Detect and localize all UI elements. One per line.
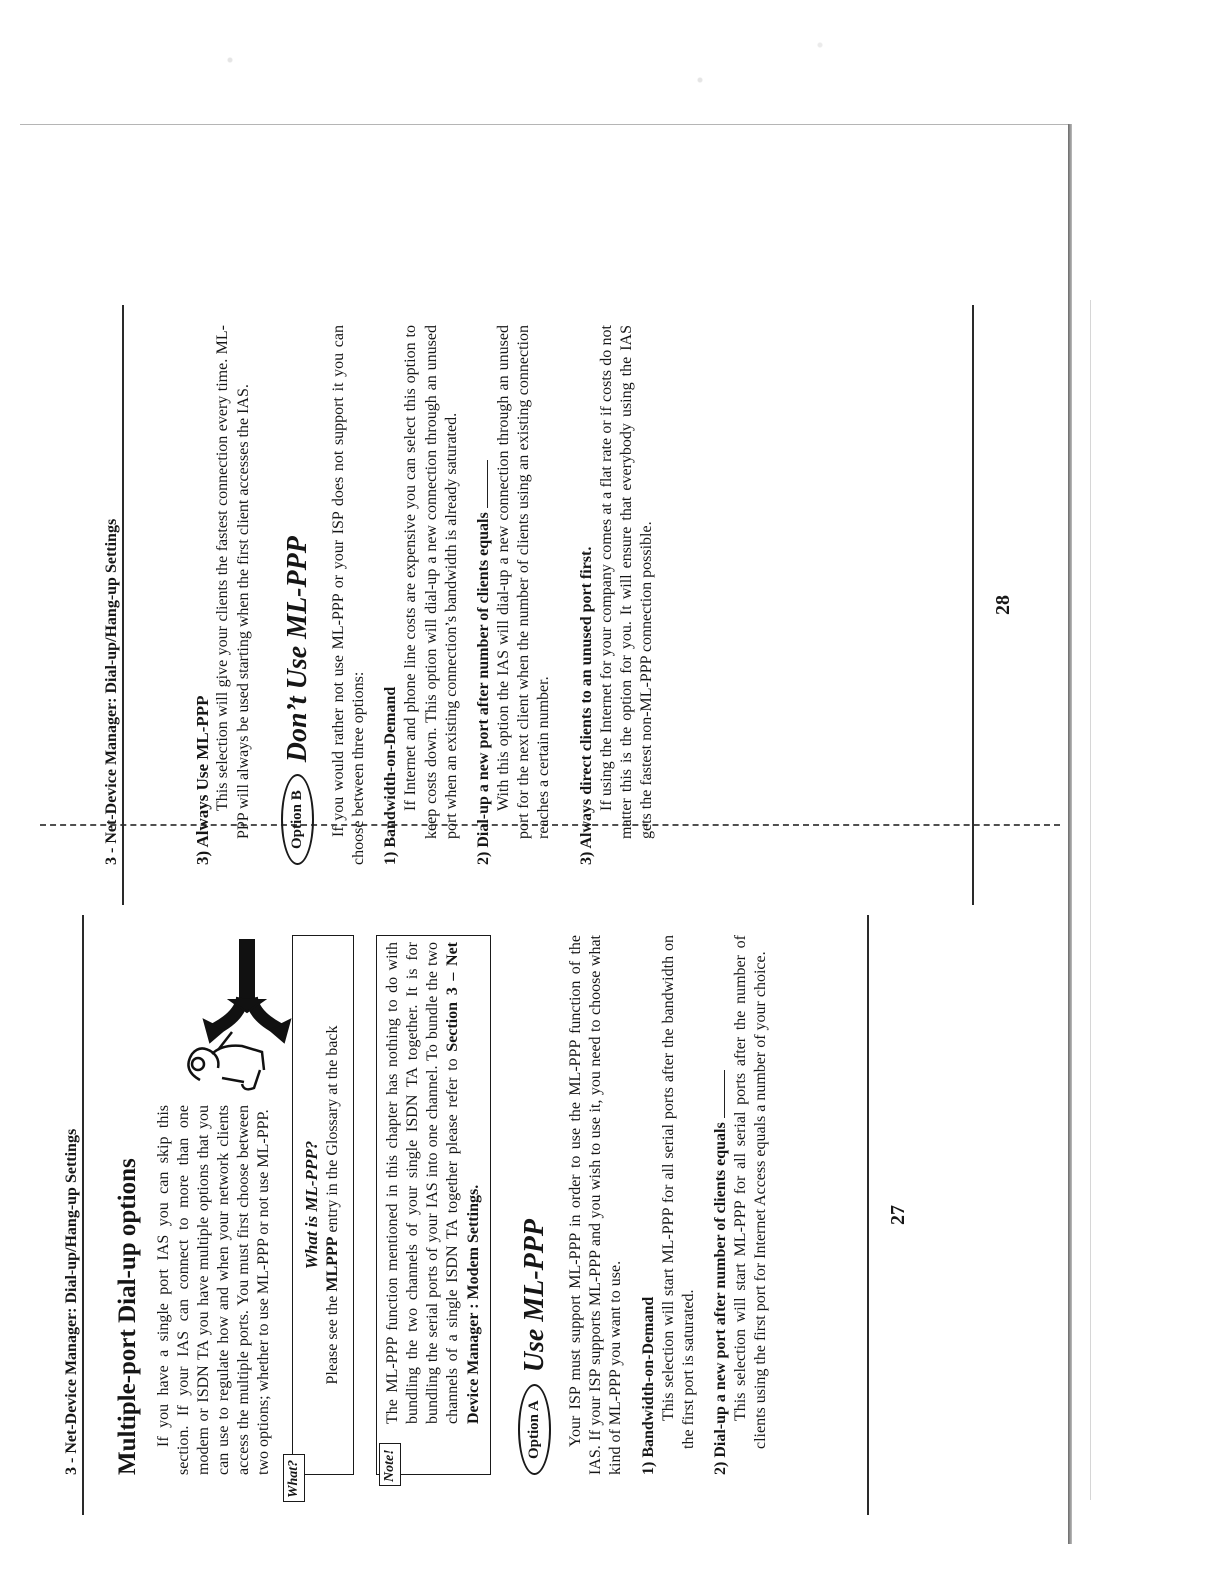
what-answer-text-a: Please see the xyxy=(323,1291,341,1385)
page-28 xyxy=(100,305,1060,905)
page-body xyxy=(152,325,665,865)
intro-block xyxy=(154,935,275,1475)
list-item-title: 2) Dial-up a new port after number of clients equals xyxy=(474,512,492,865)
list-item xyxy=(711,935,771,1475)
note-tag: Note! xyxy=(379,1443,401,1486)
option-a-heading-row xyxy=(517,935,552,1475)
what-answer xyxy=(323,942,343,1468)
footer-rule xyxy=(867,915,869,1515)
page-edge-right xyxy=(1068,124,1072,1544)
list-item-text: This selection will start ML-PPP for all serial ports after the bandwidth on the first port is saturated. xyxy=(659,935,697,1449)
list-item-title: 1) Bandwidth-on-Demand xyxy=(639,1296,657,1475)
note-content xyxy=(383,942,484,1464)
header-text: 3 - Net-Device Manager: Dial-up/Hang-up Settings xyxy=(103,518,120,865)
option-b-paragraph: If you would rather not use ML-PPP or your ISP does not support it you can choose between three options: xyxy=(329,325,368,865)
note-box xyxy=(376,935,491,1482)
list-item-title: 3) Always direct clients to an unused port first. xyxy=(577,546,595,865)
page-body xyxy=(112,935,779,1498)
what-is-mlppp-box xyxy=(286,935,354,1498)
blank-line xyxy=(487,460,488,508)
list-item-title: 3) Always Use ML-PPP xyxy=(193,695,212,865)
list-item-text: If Internet and phone line costs are expensive you can select this option to keep costs down. This option will dial-up a new connection through an unused port when an existing connection’s bandwidth is already saturated. xyxy=(402,325,460,839)
note-reference: Section 3 – Net Device Manager : Modem Settings. xyxy=(444,942,482,1424)
list-item-title-row xyxy=(711,935,731,1475)
header-rule xyxy=(122,305,124,905)
list-item-text: This selection will start ML-PPP for all serial ports after the number of clients using the first port for Internet Access equals a number of your choice. xyxy=(732,935,770,1449)
list-item-text: This selection will give your clients the fastest connection every time. ML-PPP will always be used starting when the first client accesses the IAS. xyxy=(214,325,252,839)
list-item xyxy=(381,325,462,865)
list-item-text: With this option the IAS will dial-up a new connection through an unused port for the next client when the number of clients using an existing connection reaches a certain number. xyxy=(495,325,553,839)
option-a-badge: Option A xyxy=(518,1384,551,1475)
option-a-heading: Use ML-PPP xyxy=(518,1219,550,1373)
intro-paragraph: If you have a single port IAS you can skip this section. If your IAS can connect to more than one modem or ISDN TA you have multiple options that you can use to regulate how and when your network clients access the multiple ports. You must first choose between two options; whether to use ML-PPP or not use ML-PPP. xyxy=(154,1105,273,1475)
page-edge-shadow xyxy=(1090,300,1091,1500)
list-item-title: 2) Dial-up a new port after number of clients equals xyxy=(711,1122,729,1475)
page-number: 28 xyxy=(991,595,1014,615)
option-a-paragraph: Your ISP must support ML-PPP in order to use the ML-PPP function of the IAS. If your ISP supports ML-PPP and you wish to use it, you need to choose what kind of ML-PPP you want to use. xyxy=(567,935,625,1475)
page-27 xyxy=(60,915,955,1515)
header-rule xyxy=(82,915,84,1515)
list-item-title: 1) Bandwidth-on-Demand xyxy=(382,686,400,865)
what-answer-glossary-term: MLPPP xyxy=(323,1236,341,1292)
list-item-title-row xyxy=(474,325,494,865)
scan-artifacts xyxy=(0,0,1221,120)
header-text: 3 - Net-Device Manager: Dial-up/Hang-up Settings xyxy=(63,1128,80,1475)
list-item xyxy=(577,325,658,865)
option-b-heading-row xyxy=(280,325,315,865)
blank-line xyxy=(724,1070,725,1118)
section-title: Multiple-port Dial-up options xyxy=(114,1158,141,1475)
what-question: What is ML-PPP? xyxy=(302,1140,322,1270)
list-item xyxy=(639,935,699,1475)
what-tag: What? xyxy=(283,1454,305,1502)
page-edge-top xyxy=(20,124,1070,125)
list-item-text: If using the Internet for your company comes at a flat rate or if costs do not matter this is the option for you. It will ensure that everybody using the IAS gets the fastest non-ML-PPP connection possible. xyxy=(597,325,656,839)
note-text: The ML-PPP function mentioned in this chapter has nothing to do with bundling the two channels of your single ISDN TA together. It is for bundling the serial ports of your IAS into one channel. To bundle the two channels of a single ISDN TA together please refer to xyxy=(384,942,462,1424)
option-b-badge: Option B xyxy=(281,774,314,865)
person-at-crossroads-illustration xyxy=(160,935,310,1100)
footer-rule xyxy=(972,305,974,905)
page-number: 27 xyxy=(886,1205,909,1225)
list-item xyxy=(474,325,555,865)
what-answer-text-b: entry in the Glossary at the back xyxy=(323,1025,341,1237)
option-b-heading: Don’t Use ML-PPP xyxy=(281,536,313,763)
list-item xyxy=(192,325,254,865)
